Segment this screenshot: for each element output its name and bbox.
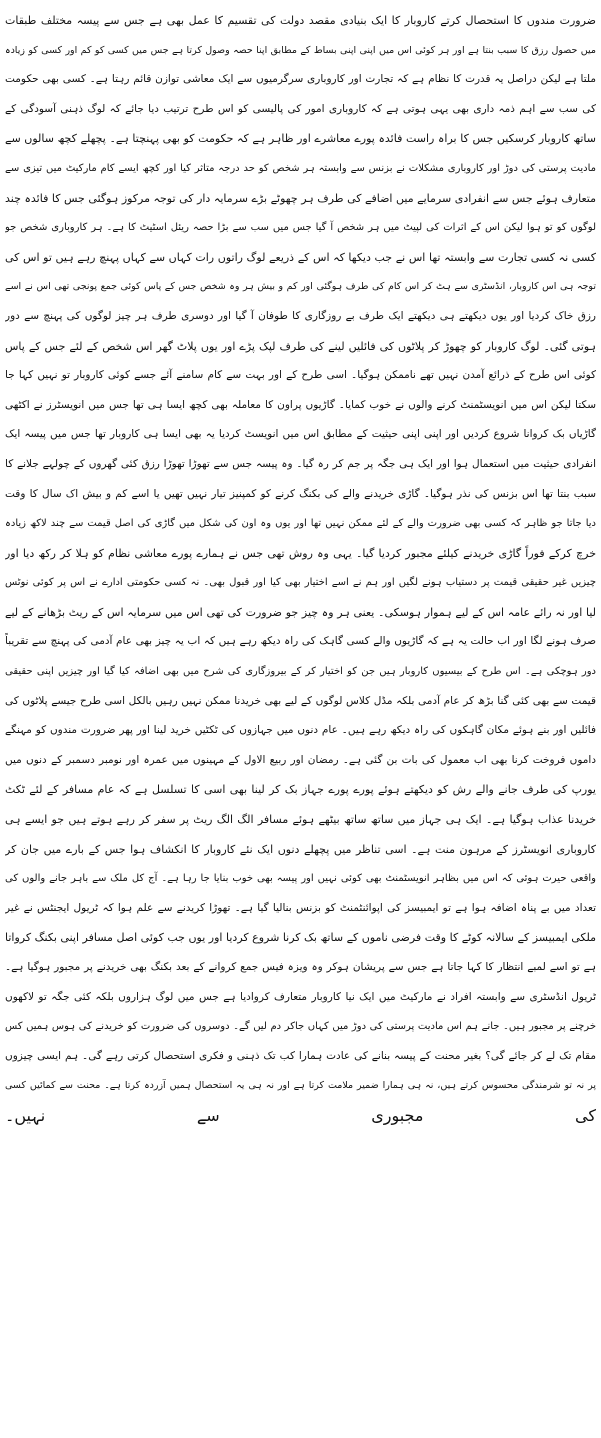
text-line: دور ہوچکی ہے۔ اس طرح کے بیسیوں کاروبار ہیں جن کو اختیار کر کے بیروزگاری کی شرح میں بھی اضافہ کیا گیا اور چیزیں اپنی حقیقی [5,666,596,678]
text-line: میں حصول رزق کا سبب بنتا ہے اور ہر کوئی اس میں اپنی اپنی بساط کے مطابق اپنا حصہ وصول کرتا ہے جس میں کسی کو کم اور کسی کو زیادہ [5,44,596,56]
text-line: متعارف ہوئے جس سے انفرادی سرمایے میں اضافے کی طرف ہر چھوٹے بڑے سرمایہ دار کی توجہ مرکوز ہوگئی جس کا فائدہ چند [5,191,596,205]
text-line: یورپ کی طرف جانے والے رش کو دیکھتے ہوئے پورے پورے جہاز بک کر لینا بھی اسی کا تسلسل ہے کہ عام مسافر کے لئے ٹکٹ [5,783,596,797]
text-line: خرچ کرکے فوراً گاڑی خریدنے کیلئے مجبور کردیا گیا۔ یہی وہ روش تھی جس نے ہمارے پورے معاشی نظام کو ہلا کر رکھ دیا اور [5,546,596,560]
text-line: خریدنا عذاب ہوگیا ہے۔ ایک ہی جہاز میں ساتھ ساتھ بیٹھے ہوئے مسافر الگ الگ ریٹ پر سفر کر رہے ہوتے ہیں جو ایسے ہی [5,813,596,827]
text-line: ملتا ہے لیکن دراصل یہ قدرت کا نظام ہے کہ تجارت اور کاروباری سرگرمیوں سے ایک معاشی توازن قائم رہتا ہے۔ کسی بھی حکومت [5,73,596,86]
text-line: دیا جاتا جو ظاہر کہ کسی بھی ضرورت والے کے لئے ممکن نہیں تھا اور یوں وہ اون کی شکل میں گاڑی کی اصل قیمت سے چند لاکھ زیادہ [5,518,596,530]
text-line: کی سب سے اہم ذمہ داری بھی یہی ہوتی ہے کہ کاروباری امور کی پالیسی کو اس طرح ترتیب دیا جائے کہ لوگ ذہنی آسودگی کے [5,102,596,115]
text-line: کسی نہ کسی تجارت سے وابستہ تھا اس نے جب دیکھا کہ اس کے ذریعے لوگ راتوں رات کہاں سے کہاں پہنچ رہے ہیں تو اس کی [5,250,596,264]
text-line: واقعی حیرت ہوئی کہ اس میں بظاہر انویسٹمنٹ بھی کوئی نہیں اور پیسہ بھی خوب بنایا جا رہا ہے۔ آج کل ملک سے باہر جانے والوں کی [5,873,596,885]
text-line: لیا اور نہ رائے عامہ اس کے لیے ہموار ہوسکی۔ یعنی ہر وہ چیز جو ضرورت کی تھی اس میں سرمایہ اس کے ریٹ بڑھانے کے لیے [5,605,596,619]
text-line: رزق خاک کردیا اور یوں دیکھتے ہی دیکھتے ایک طرف بے روزگاری کا طوفان آ گیا اور دوسری طرف ہر چیز لوگوں کی پہنچ سے دور [5,309,596,322]
text-line: لوگوں کو تو ہوا لیکن اس کے اثرات کی لپیٹ میں ہر شخص آ گیا جس میں سب سے بڑا حصہ ریئل اسٹیٹ کا ہے۔ ہر کاروباری شخص جو [5,222,596,234]
text-line: ملکی ایمبیسز کے سالانہ کوٹے کا وقت فرضی ناموں کے ساتھ بک کرنا شروع کردیا اور یوں جب کوئی اصل مسافر اپنی بکنگ کرواتا [5,931,596,945]
text-line: کوئی اس طرح کے ذرائع آمدن نہیں تھے ناممکن ہوگیا۔ اسی طرح کے اور بہت سے کام سامنے آئے جسے کوئی کاروبار تو نہیں کہا جا [5,369,596,382]
text-line: فائلیں اور بنے ہوئے مکان گاہکوں کی راہ دیکھ رہے ہیں۔ عام دنوں میں جہازوں کی ٹکٹیں خرید لینا اور پھر ضرورت مندوں کو مہنگے [5,724,596,737]
text-line: سبب بنتا تھا اس بزنس کی نذر ہوگیا۔ گاڑی خریدنے والے کی بکنگ کرنے کو کمپنیز تیار نہیں تھیں یا اسے کم و بیش اک سال کا وقت [5,487,596,500]
text-line: چیزیں غیر حقیقی قیمت پر دستیاب ہونے لگیں اور ہم نے اسے اختیار بھی کیا اور قبول بھی۔ نہ کسی حکومتی ادارے نے اس پر کوئی نوٹس [5,577,596,589]
text-line: صرف ہونے لگا اور اب حالت یہ ہے کہ گاڑیوں والے کسی گاہک کی راہ دیکھ رہے ہیں کہ اب یہ چیز بھی عام آدمی کی پہنچ سے تقریباً [5,635,596,648]
text-line: توجہ ہی اس کاروبار، انڈسٹری سے ہٹ کر اس کام کی طرف ہوگئی اور کم و بیش ہر وہ شخص جس کے پاس کوئی جمع پونجی تھی اس نے اسے [5,281,596,293]
text-line: ہوتی گئی۔ لوگ کاروبار کو چھوڑ کر پلاٹوں کی فائلیں لینے کی طرف لپک پڑے اور یوں پلاٹ گھر اس شخص کے لئے جس کے پاس [5,339,596,353]
text-line: ساتھ کاروبار کرسکیں جس کا براہ راست فائدہ پورے معاشرے اور ظاہر ہے کہ حکومت کو بھی پہنچتا ہے۔ پچھلے کچھ سالوں سے [5,132,596,146]
text-line: پر نہ تو شرمندگی محسوس کرتے ہیں، نہ ہی ہمارا ضمیر ملامت کرتا ہے اور نہ ہی یہ استحصال ہمیں آزردہ کرتا ہے۔ محنت سے کمائیں کسی [5,1080,596,1092]
text-line: ہے تو اسے لمبے انتظار کا کہا جاتا ہے جس سے پریشان ہوکر وہ ویزہ فیس جمع کروانے کے بعد بکنگ بھی خریدنے پر مجبور ہوگیا ہے۔ [5,961,596,973]
text-line: خرچنے پر مجبور ہیں۔ جانے ہم اس مادیت پرستی کی دوڑ میں کہاں جاکر دم لیں گے۔ دوسروں کی ضرورت کو خریدنے کی ہوس ہمیں کس [5,1021,596,1033]
text-line: کاروباری انویسٹرز کے مرہون منت ہے۔ اسی تناظر میں پچھلے دنوں ایک نئے کاروبار کا انکشاف ہوا جس کے بارے میں جان کر [5,842,596,856]
text-line: تعداد میں بے پناہ اضافہ ہوا ہے تو ایمبیسز کی اپوائنٹمنٹ کو بزنس بنالیا گیا ہے۔ تھوڑا کریدنے سے علم ہوا کہ ٹریول ایجنٹس نے غیر [5,901,596,914]
text-line: قیمت سے بھی کئی گنا بڑھ کر عام آدمی بلکہ مڈل کلاس لوگوں کے لیے بھی خریدنا ممکن نہیں رہیں بالکل اسی طرح جیسے پلاٹوں کی [5,694,596,707]
text-line: مادیت پرستی کی دوڑ اور کاروباری مشکلات نے بزنس سے وابستہ ہر شخص کو حد درجہ متاثر کیا اور کچھ ایسے کام مارکیٹ میں تیزی سے [5,162,596,174]
text-line: ٹریول انڈسٹری سے وابستہ افراد نے مارکیٹ میں ایک نیا کاروبار متعارف کروادیا ہے جس میں لوگ ہزاروں بلکہ کئی جگہ تو لاکھوں [5,990,596,1003]
text-line: کی مجبوری سے نہیں۔ [5,1105,596,1125]
text-line: داموں فروخت کرنا بھی اب معمول کی بات بن گئی ہے۔ رمضان اور ربیع الاول کے مہینوں میں عمرہ اور نومبر دسمبر کے دنوں میں [5,753,596,766]
text-line: سکتا لیکن اس میں انویسٹمنٹ کرنے والوں نے خوب کمایا۔ گاڑیوں پراون کا معاملہ بھی کچھ ایسا ہی تھا جس میں انویسٹرز نے اکٹھی [5,398,596,411]
text-line-last [5,1131,596,1161]
text-line: گاڑیاں بک کروانا شروع کردیں اور اپنی اپنی حیثیت کے مطابق اس میں انویسٹ کردیا یہ بھی ایسا ہی کاروبار تھا جس میں پیسہ ایک [5,428,596,441]
text-line: انفرادی حیثیت میں استعمال ہوا اور ایک ہی جگہ پر جم کر رہ گیا۔ وہ پیسہ جس سے تھوڑا تھوڑا رزق کئی گھروں کے چولہے جلانے کا [5,457,596,470]
text-line: ضرورت مندوں کا استحصال کرتے کاروبار کا ایک بنیادی مقصد دولت کی تقسیم کا عمل بھی ہے جس سے پیسہ مختلف طبقات [5,14,596,27]
text-line: مقام تک لے کر جائے گی؟ بغیر محنت کے پیسہ بنانے کی عادت ہمارا کب تک ذہنی و فکری استحصال کرتی رہے گی۔ ہم ایسی چیزوں [5,1049,596,1062]
